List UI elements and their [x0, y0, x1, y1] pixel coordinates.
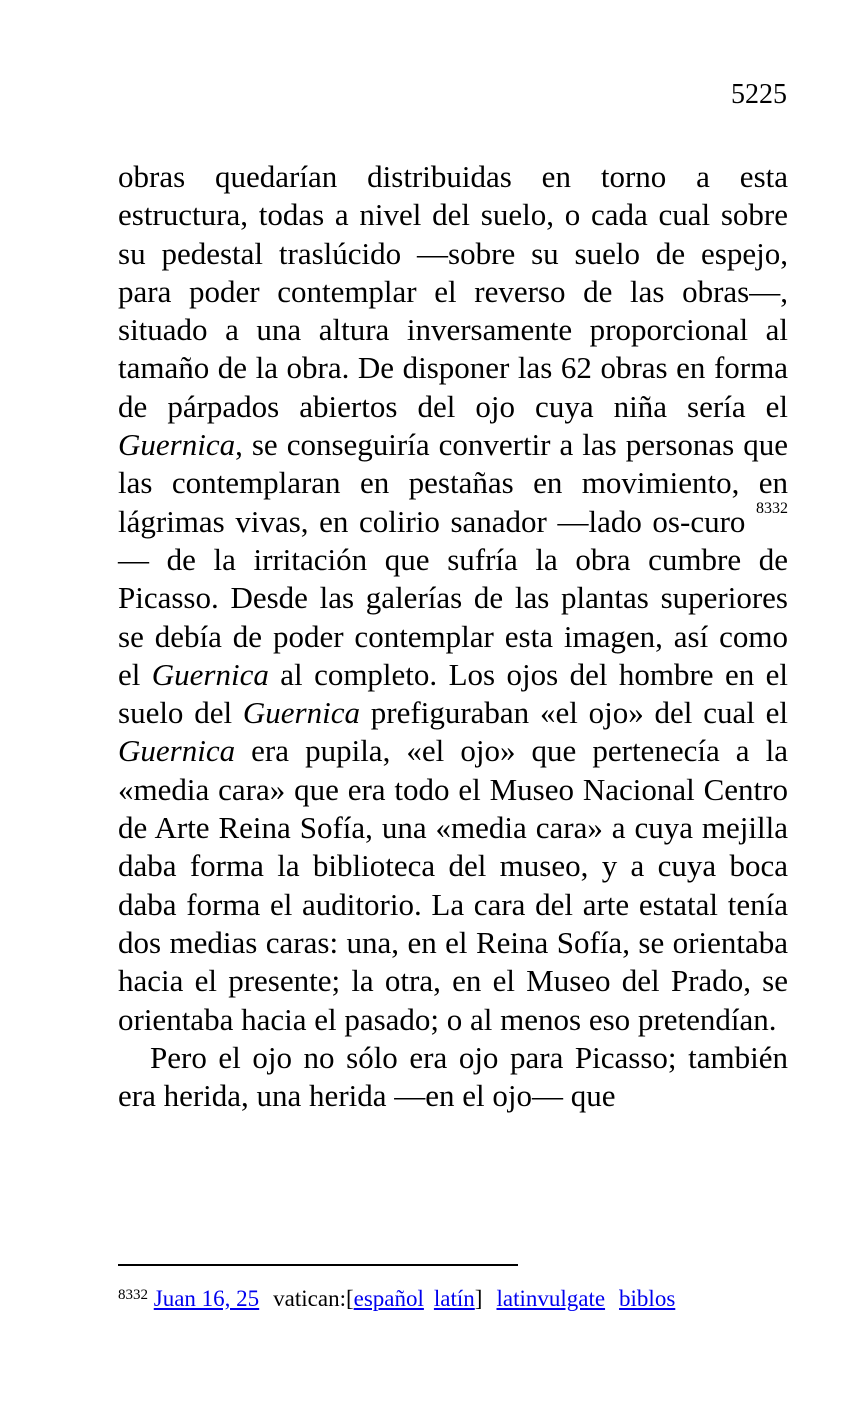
italic-title: Guernica	[151, 656, 269, 692]
link-biblos[interactable]: biblos	[619, 1286, 676, 1311]
vatican-prefix: vatican:[	[273, 1286, 354, 1311]
italic-title: Guernica	[118, 733, 236, 769]
vatican-suffix: ]	[474, 1286, 483, 1311]
paragraph-1	[118, 158, 788, 1039]
text-run: era pupila, «el ojo» que pertenecía a la «media cara» que era todo el Museo Nacional Centro de Arte Reina Sofía, una «media cara» a cuya mejilla daba forma la biblioteca del museo, y a cuya boca daba forma el auditorio. La cara del arte estatal tenía dos medias caras: una, en el Reina Sofía, se orientaba hacia el presente; la otra, en el Museo del Prado, se orientaba hacia el pasado; o al menos eso pretendían.	[118, 733, 788, 1037]
paragraph-2: Pero el ojo no sólo era ojo para Picasso; también era herida, una herida —en el ojo— que	[118, 1039, 788, 1114]
text-run: , se conseguiría convertir a las personas que las contemplaran en pestañas en movimiento, en lágrimas vivas, en colirio sanador —lado os-curo	[118, 427, 788, 539]
footnote	[118, 1284, 675, 1314]
footnote-reference[interactable]: 8332	[756, 499, 788, 517]
text-run: obras quedarían distribuidas en torno a esta estructura, todas a nivel del suelo, o cada cual sobre su pedestal traslúcido —sobre su suelo de espejo, para poder contemplar el reverso de las obras—, situado a una altura inversamente proporcional al tamaño de la obra. De disponer las 62 obras en forma de párpados abiertos del ojo cuya niña sería el	[118, 159, 788, 424]
link-espanol[interactable]: español	[353, 1286, 424, 1311]
body-text	[118, 158, 788, 1115]
italic-title: Guernica	[118, 427, 236, 463]
footnote-divider	[118, 1264, 518, 1266]
text-run: — de la irritación que sufría la obra cumbre de Picasso. Desde las galerías de las plantas superiores se debía de poder contemplar esta imagen, así como el	[118, 541, 788, 692]
footnote-number: 8332	[118, 1287, 148, 1303]
text-run: al completo. Los ojos del hombre en el suelo del	[118, 656, 788, 731]
footnote-ref-link[interactable]: Juan 16, 25	[153, 1286, 260, 1311]
italic-title: Guernica	[242, 695, 360, 731]
text-run: prefiguraban «el ojo» del cual el	[360, 695, 788, 731]
page-number: 5225	[731, 79, 787, 110]
link-latin[interactable]: latín	[433, 1286, 475, 1311]
link-latinvulgate[interactable]: latinvulgate	[496, 1286, 606, 1311]
